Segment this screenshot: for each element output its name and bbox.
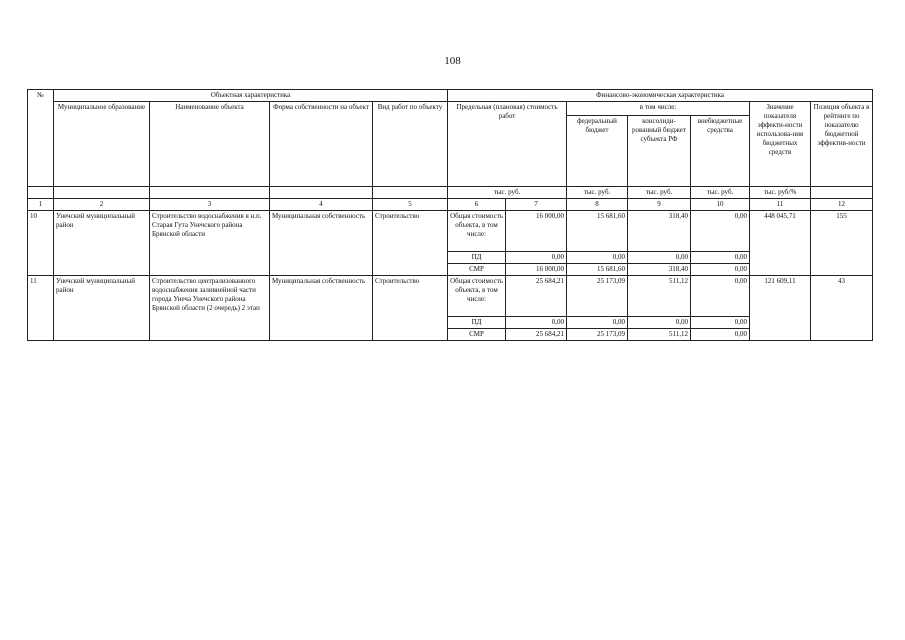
row-consolidated: 0,00 bbox=[628, 252, 691, 264]
row-cost: 25 684,21 bbox=[506, 276, 567, 317]
unit-efficiency: тыс. руб/% bbox=[750, 187, 811, 199]
row-cost: 0,00 bbox=[506, 317, 567, 329]
row-rating: 155 bbox=[811, 211, 873, 276]
header-max-cost: Предельная (плановая) стоимость работ bbox=[448, 102, 567, 187]
row-federal: 25 173,09 bbox=[567, 329, 628, 341]
header-consolidated-budget: консолиди-рованный бюджет субъекта РФ bbox=[628, 116, 691, 187]
header-row-top bbox=[28, 90, 873, 102]
row-cost: 16 000,00 bbox=[506, 264, 567, 276]
header-financial-characteristic: Финансово-экономическая характеристика bbox=[448, 90, 873, 102]
row-federal: 15 681,60 bbox=[567, 211, 628, 252]
row-sub-label: ПД bbox=[448, 317, 506, 329]
row-num: 11 bbox=[28, 276, 54, 341]
col-number: 7 bbox=[506, 199, 567, 211]
row-extra: 0,00 bbox=[691, 329, 750, 341]
column-numbers-row bbox=[28, 199, 873, 211]
row-cost: 16 000,00 bbox=[506, 211, 567, 252]
header-federal-budget: федеральный бюджет bbox=[567, 116, 628, 187]
table-row bbox=[28, 276, 873, 317]
object-table bbox=[27, 89, 873, 341]
row-extra: 0,00 bbox=[691, 264, 750, 276]
col-number: 8 bbox=[567, 199, 628, 211]
header-extrabudgetary: внебюджетные средства bbox=[691, 116, 750, 187]
row-municipality: Унечский муниципальный район bbox=[54, 211, 150, 276]
header-object-characteristic: Объектная характеристика bbox=[54, 90, 448, 102]
row-sub-label: ПД bbox=[448, 252, 506, 264]
row-work-type: Строительство bbox=[373, 211, 448, 276]
row-sub-label: СМР bbox=[448, 264, 506, 276]
header-including: в том числе: bbox=[567, 102, 750, 116]
header-efficiency-value: Значение показателя эффекти-ности использова-ния бюджетных средств bbox=[750, 102, 811, 187]
row-efficiency: 121 609,11 bbox=[750, 276, 811, 341]
unit-federal: тыс. руб. bbox=[567, 187, 628, 199]
row-consolidated: 318,40 bbox=[628, 211, 691, 252]
col-number: 6 bbox=[448, 199, 506, 211]
row-federal: 25 173,09 bbox=[567, 276, 628, 317]
header-object-name: Наименование объекта bbox=[150, 102, 270, 187]
row-extra: 0,00 bbox=[691, 252, 750, 264]
row-ownership: Муниципальная собственность bbox=[270, 211, 373, 276]
row-work-type: Строительство bbox=[373, 276, 448, 341]
row-municipality: Унечский муниципальный район bbox=[54, 276, 150, 341]
unit-consolidated: тыс. руб. bbox=[628, 187, 691, 199]
col-number: 9 bbox=[628, 199, 691, 211]
row-extra: 0,00 bbox=[691, 276, 750, 317]
row-extra: 0,00 bbox=[691, 211, 750, 252]
col-number: 1 bbox=[28, 199, 54, 211]
header-row-middle bbox=[28, 102, 873, 116]
page-number: 108 bbox=[444, 55, 461, 67]
units-row bbox=[28, 187, 873, 199]
header-municipality: Муниципальное образование bbox=[54, 102, 150, 187]
row-extra: 0,00 bbox=[691, 317, 750, 329]
row-cost: 0,00 bbox=[506, 252, 567, 264]
col-number: 11 bbox=[750, 199, 811, 211]
row-ownership: Муниципальная собственность bbox=[270, 276, 373, 341]
row-consolidated: 318,40 bbox=[628, 264, 691, 276]
col-number: 4 bbox=[270, 199, 373, 211]
row-sub-label: Общая стоимость объекта, в том числе: bbox=[448, 276, 506, 317]
row-federal: 0,00 bbox=[567, 317, 628, 329]
row-federal: 15 681,60 bbox=[567, 264, 628, 276]
row-object-name: Строительство централизованного водоснабжения заливнейной части города Унеча Унечского района Брянской области (2 очередь) 2 этап bbox=[150, 276, 270, 341]
col-number: 10 bbox=[691, 199, 750, 211]
col-number: 5 bbox=[373, 199, 448, 211]
row-sub-label: СМР bbox=[448, 329, 506, 341]
col-number: 2 bbox=[54, 199, 150, 211]
header-ownership-form: Форма собственности на объект bbox=[270, 102, 373, 187]
row-rating: 43 bbox=[811, 276, 873, 341]
unit-cost: тыс. руб. bbox=[448, 187, 567, 199]
table-row bbox=[28, 211, 873, 252]
row-consolidated: 0,00 bbox=[628, 317, 691, 329]
row-num: 10 bbox=[28, 211, 54, 276]
header-work-type: Вид работ по объекту bbox=[373, 102, 448, 187]
row-cost: 25 684,21 bbox=[506, 329, 567, 341]
col-number: 12 bbox=[811, 199, 873, 211]
col-number: 3 bbox=[150, 199, 270, 211]
row-consolidated: 511,12 bbox=[628, 276, 691, 317]
row-sub-label: Общая стоимость объекта, в том числе: bbox=[448, 211, 506, 252]
header-rating-position: Позиция объекта в рейтинге по показателю бюджетной эффектив-ности bbox=[811, 102, 873, 187]
row-consolidated: 511,12 bbox=[628, 329, 691, 341]
unit-extra: тыс. руб. bbox=[691, 187, 750, 199]
header-num: № bbox=[28, 90, 54, 187]
row-object-name: Строительство водоснабжения в н.п. Старая Гута Унечского района Брянской области bbox=[150, 211, 270, 276]
row-federal: 0,00 bbox=[567, 252, 628, 264]
row-efficiency: 448 045,71 bbox=[750, 211, 811, 276]
